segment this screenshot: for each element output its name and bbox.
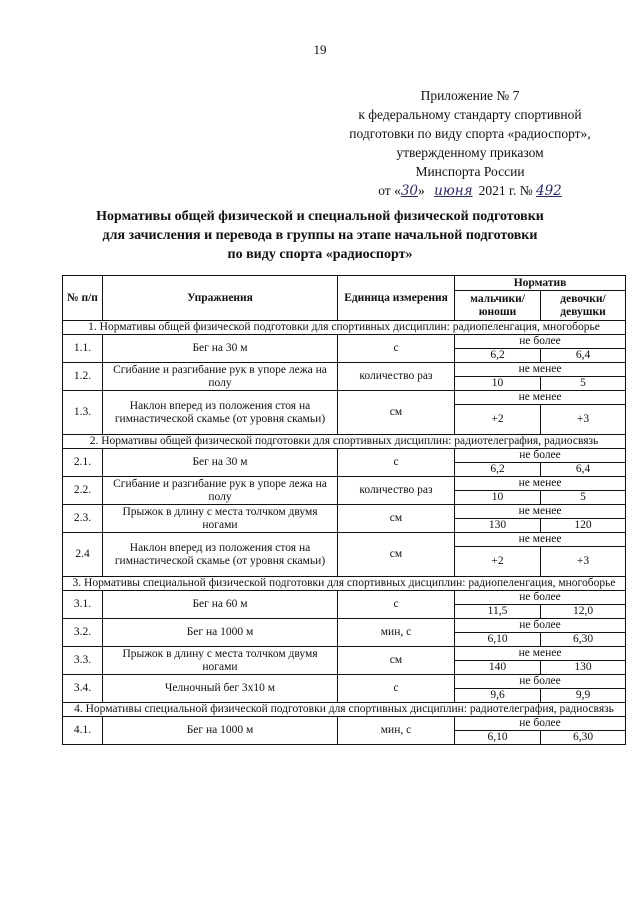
- document-title: [60, 207, 580, 264]
- appendix-block: [305, 86, 635, 201]
- row-girls-value: 6,30: [541, 633, 626, 647]
- row-unit: с: [338, 591, 455, 619]
- row-number: 1.2.: [63, 363, 103, 391]
- table-row: [63, 335, 626, 349]
- appendix-line-2: к федеральному стандарту спортивной: [358, 107, 582, 122]
- appendix-line-4: утвержденному приказом: [396, 145, 544, 160]
- header-exercise: Упражнения: [103, 276, 338, 321]
- row-comparison: не менее: [455, 391, 626, 405]
- row-comparison: не более: [455, 717, 626, 731]
- row-unit: см: [338, 391, 455, 435]
- row-unit: мин, с: [338, 717, 455, 745]
- row-number: 1.3.: [63, 391, 103, 435]
- title-line-1: Нормативы общей физической и специальной физической подготовки: [96, 209, 544, 224]
- row-number: 2.3.: [63, 505, 103, 533]
- row-girls-value: 12,0: [541, 605, 626, 619]
- row-boys-value: 11,5: [455, 605, 541, 619]
- row-boys-value: 10: [455, 491, 541, 505]
- title-line-2: для зачисления и перевода в группы на этапе начальной подготовки: [102, 228, 538, 243]
- table-row: [63, 591, 626, 605]
- row-exercise: Бег на 30 м: [103, 335, 338, 363]
- row-exercise: Сгибание и разгибание рук в упоре лежа на полу: [103, 477, 338, 505]
- row-unit: с: [338, 449, 455, 477]
- row-number: 2.4: [63, 533, 103, 577]
- section-row: [63, 321, 626, 335]
- row-number: 2.1.: [63, 449, 103, 477]
- section-title: 1. Нормативы общей физической подготовки для спортивных дисциплин: радиопеленгация, многоборье: [63, 321, 626, 335]
- header-num: № п/п: [63, 276, 103, 321]
- row-comparison: не более: [455, 675, 626, 689]
- row-boys-value: +2: [455, 547, 541, 577]
- row-comparison: не менее: [455, 533, 626, 547]
- date-day: 30: [400, 183, 419, 199]
- row-girls-value: 5: [541, 491, 626, 505]
- row-girls-value: 6,30: [541, 731, 626, 745]
- row-boys-value: 10: [455, 377, 541, 391]
- table-row: [63, 391, 626, 405]
- table-row: [63, 477, 626, 491]
- section-title: 2. Нормативы общей физической подготовки для спортивных дисциплин: радиотелеграфия, радиосвязь: [63, 435, 626, 449]
- table-row: [63, 619, 626, 633]
- row-boys-value: 140: [455, 661, 541, 675]
- row-comparison: не менее: [455, 363, 626, 377]
- row-exercise: Наклон вперед из положения стоя на гимнастической скамье (от уровня скамьи): [103, 533, 338, 577]
- section-row: [63, 435, 626, 449]
- row-exercise: Челночный бег 3х10 м: [103, 675, 338, 703]
- row-girls-value: 9,9: [541, 689, 626, 703]
- header-boys: мальчики/ юноши: [455, 291, 541, 321]
- row-comparison: не более: [455, 591, 626, 605]
- row-unit: с: [338, 675, 455, 703]
- section-row: [63, 577, 626, 591]
- row-exercise: Бег на 1000 м: [103, 717, 338, 745]
- row-girls-value: 130: [541, 661, 626, 675]
- row-unit: количество раз: [338, 477, 455, 505]
- row-unit: мин, с: [338, 619, 455, 647]
- row-comparison: не менее: [455, 477, 626, 491]
- table-row: [63, 647, 626, 661]
- table-row: [63, 717, 626, 731]
- row-exercise: Бег на 30 м: [103, 449, 338, 477]
- row-unit: см: [338, 533, 455, 577]
- row-girls-value: 5: [541, 377, 626, 391]
- row-girls-value: 120: [541, 519, 626, 533]
- row-number: 3.1.: [63, 591, 103, 619]
- page-number: 19: [313, 42, 327, 57]
- appendix-date-line: [305, 181, 635, 201]
- table-row: [63, 675, 626, 689]
- date-prefix: от «: [378, 183, 401, 198]
- row-girls-value: +3: [541, 405, 626, 435]
- row-boys-value: 6,2: [455, 463, 541, 477]
- row-boys-value: +2: [455, 405, 541, 435]
- row-unit: см: [338, 505, 455, 533]
- appendix-line-3: подготовки по виду спорта «радиоспорт»,: [349, 126, 591, 141]
- row-boys-value: 6,2: [455, 349, 541, 363]
- row-number: 2.2.: [63, 477, 103, 505]
- row-comparison: не менее: [455, 505, 626, 519]
- title-line-3: по виду спорта «радиоспорт»: [227, 247, 413, 262]
- row-exercise: Бег на 60 м: [103, 591, 338, 619]
- row-comparison: не более: [455, 335, 626, 349]
- row-exercise: Прыжок в длину с места толчком двумя ногами: [103, 647, 338, 675]
- appendix-line-1: Приложение № 7: [420, 88, 520, 103]
- row-exercise: Наклон вперед из положения стоя на гимнастической скамье (от уровня скамьи): [103, 391, 338, 435]
- row-exercise: Прыжок в длину с места толчком двумя ногами: [103, 505, 338, 533]
- row-exercise: Сгибание и разгибание рук в упоре лежа на полу: [103, 363, 338, 391]
- row-girls-value: +3: [541, 547, 626, 577]
- header-norm: Норматив: [455, 276, 626, 291]
- row-boys-value: 130: [455, 519, 541, 533]
- norms-table: [62, 275, 626, 745]
- header-unit: Единица измерения: [338, 276, 455, 321]
- table-row: [63, 533, 626, 547]
- row-number: 1.1.: [63, 335, 103, 363]
- row-unit: с: [338, 335, 455, 363]
- date-mid: »: [418, 183, 425, 198]
- order-number: 492: [535, 183, 562, 199]
- table-row: [63, 449, 626, 463]
- row-comparison: не более: [455, 619, 626, 633]
- row-number: 3.2.: [63, 619, 103, 647]
- date-month: июня: [434, 183, 473, 199]
- table-row: [63, 505, 626, 519]
- row-number: 4.1.: [63, 717, 103, 745]
- row-girls-value: 6,4: [541, 463, 626, 477]
- date-year: 2021 г. №: [478, 183, 533, 198]
- row-comparison: не более: [455, 449, 626, 463]
- row-number: 3.3.: [63, 647, 103, 675]
- appendix-line-5: Минспорта России: [415, 164, 525, 179]
- row-girls-value: 6,4: [541, 349, 626, 363]
- section-title: 3. Нормативы специальной физической подготовки для спортивных дисциплин: радиопеленгация, многоборье: [63, 577, 626, 591]
- section-row: [63, 703, 626, 717]
- row-boys-value: 9,6: [455, 689, 541, 703]
- section-title: 4. Нормативы специальной физической подготовки для спортивных дисциплин: радиотелеграфия, радиосвязь: [63, 703, 626, 717]
- row-boys-value: 6,10: [455, 633, 541, 647]
- row-exercise: Бег на 1000 м: [103, 619, 338, 647]
- row-number: 3.4.: [63, 675, 103, 703]
- row-comparison: не менее: [455, 647, 626, 661]
- row-unit: см: [338, 647, 455, 675]
- header-girls: девочки/ девушки: [541, 291, 626, 321]
- table-row: [63, 363, 626, 377]
- row-boys-value: 6,10: [455, 731, 541, 745]
- row-unit: количество раз: [338, 363, 455, 391]
